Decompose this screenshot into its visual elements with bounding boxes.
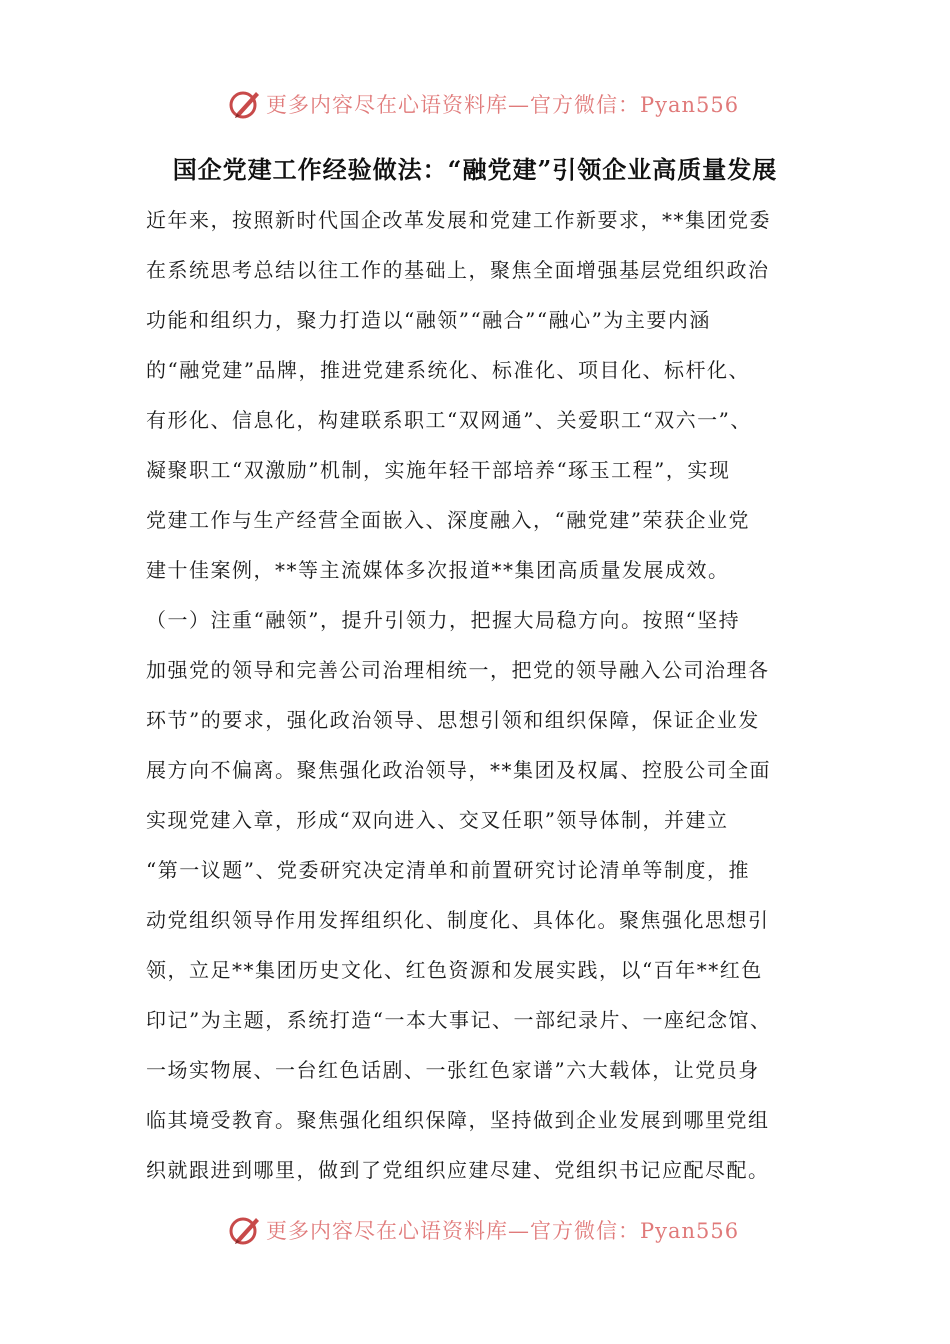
text-line: （一）注重“融领”，提升引领力，把握大局稳方向。按照“坚持 [146, 608, 741, 632]
watermark-text: 更多内容尽在心语资料库—官方微信：Pyan556 [266, 93, 740, 117]
article-body [146, 198, 826, 1198]
text-line: 建十佳案例，**等主流媒体多次报道**集团高质量发展成效。 [146, 558, 730, 582]
text-line: 临其境受教育。聚焦强化组织保障，坚持做到企业发展到哪里党组 [146, 1108, 770, 1132]
text-line: 有形化、信息化，构建联系职工“双网通”、关爱职工“双六一”、 [146, 408, 752, 432]
text-line: 织就跟进到哪里，做到了党组织应建尽建、党组织书记应配尽配。 [146, 1158, 770, 1182]
text-line: 环节”的要求，强化政治领导、思想引领和组织保障，保证企业发 [146, 708, 760, 732]
watermark-text: 更多内容尽在心语资料库—官方微信：Pyan556 [266, 1219, 740, 1243]
text-line: 一场实物展、一台红色话剧、一张红色家谱”六大载体，让党员身 [146, 1058, 760, 1082]
watermark-footer [228, 1210, 739, 1250]
pen-logo-icon [228, 87, 262, 121]
text-line: “第一议题”、党委研究决定清单和前置研究讨论清单等制度，推 [146, 858, 750, 882]
pen-logo-icon [228, 1213, 262, 1247]
text-line: 领，立足**集团历史文化、红色资源和发展实践，以“百年**红色 [146, 958, 763, 982]
text-line: 动党组织领导作用发挥组织化、制度化、具体化。聚焦强化思想引 [146, 908, 770, 932]
text-line: 党建工作与生产经营全面嵌入、深度融入，“融党建”荣获企业党 [146, 508, 750, 532]
text-line: 功能和组织力，聚力打造以“融领”“融合”“融心”为主要内涵 [146, 308, 711, 332]
page-title: 国企党建工作经验做法：“融党建”引领企业高质量发展 [172, 155, 778, 184]
watermark-header [228, 84, 739, 124]
text-line: 近年来，按照新时代国企改革发展和党建工作新要求，**集团党委 [146, 208, 771, 232]
text-line: 实现党建入章，形成“双向进入、交叉任职”领导体制，并建立 [146, 808, 729, 832]
text-line: 印记”为主题，系统打造“一本大事记、一部纪录片、一座纪念馆、 [146, 1008, 772, 1032]
text-line: 展方向不偏离。聚焦强化政治领导，**集团及权属、控股公司全面 [146, 758, 771, 782]
text-line: 凝聚职工“双激励”机制，实施年轻干部培养“琢玉工程”，实现 [146, 458, 731, 482]
text-line: 在系统思考总结以往工作的基础上，聚焦全面增强基层党组织政治 [146, 258, 770, 282]
text-line: 的“融党建”品牌，推进党建系统化、标准化、项目化、标杆化、 [146, 358, 750, 382]
text-line: 加强党的领导和完善公司治理相统一，把党的领导融入公司治理各 [146, 658, 770, 682]
